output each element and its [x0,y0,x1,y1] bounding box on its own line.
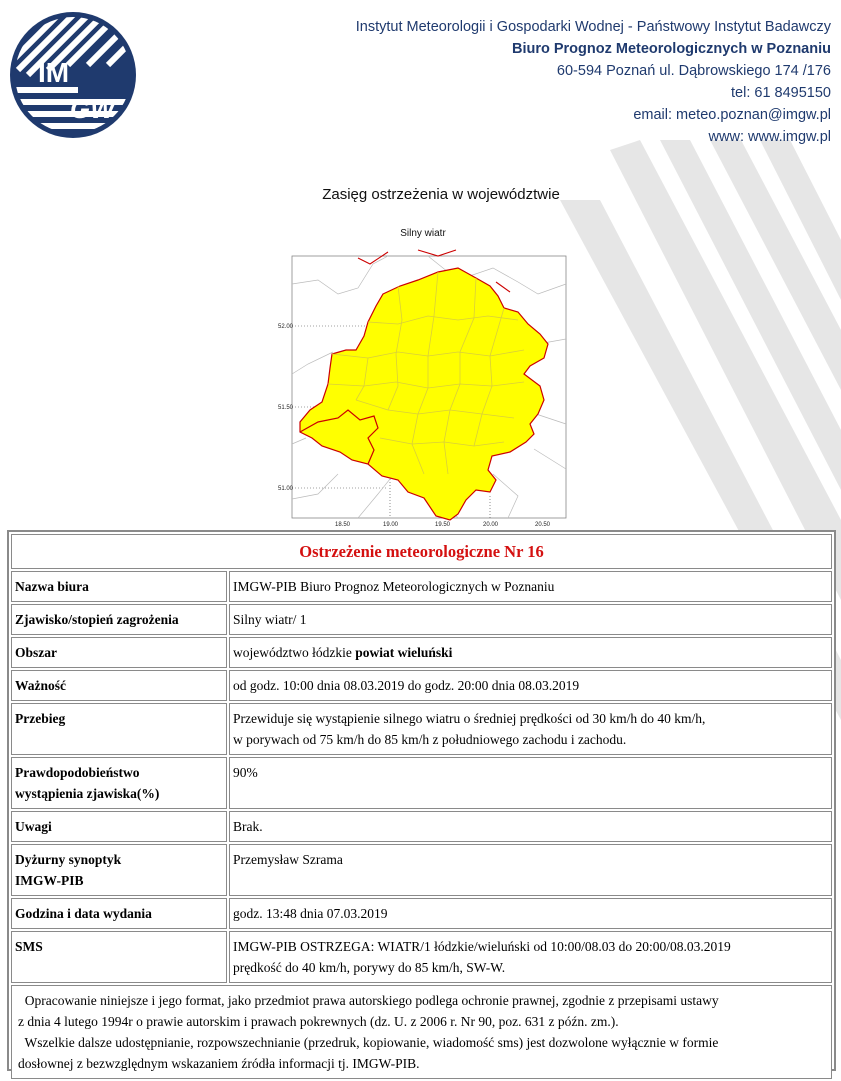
logo-text-top: IM [38,57,70,88]
course-line-2: w porywach od 75 km/h do 85 km/h z południowego zachodu i zachodu. [233,732,627,747]
copyright-line-3: Wszelkie dalsze udostępnianie, rozpowszechnianie (przedruk, kopiowanie, wiadomość sms) jest dozwolone wyłącznie w formie [18,1035,719,1050]
lon-tick-3: 19.50 [435,522,451,528]
lon-tick-5: 20.50 [535,522,551,528]
remarks-value: Brak. [229,811,832,842]
office-value: IMGW-PIB Biuro Prognoz Meteorologicznych w Poznaniu [229,571,832,602]
probability-label-line-2: wystąpienia zjawiska(%) [15,786,160,801]
issued-label: Godzina i data wydania [11,898,227,929]
copyright-line-4: dosłownej z bezwzględnym wskazaniem źródła informacji tj. IMGW-PIB. [18,1056,420,1071]
sms-value [229,931,832,983]
phenomenon-label: Zjawisko/stopień zagrożenia [11,604,227,635]
phone: tel: 61 8495150 [731,85,831,101]
copyright-notice [11,985,832,1079]
sms-line-1: IMGW-PIB OSTRZEGA: WIATR/1 łódzkie/wieluński od 10:00/08.03 do 20:00/08.03.2019 [233,939,731,954]
validity-label: Ważność [11,670,227,701]
forecaster-label [11,844,227,896]
imgw-logo [8,10,138,140]
course-value [229,703,832,755]
website-link[interactable]: www: www.imgw.pl [708,129,831,145]
probability-label-line-1: Prawdopodobieństwo [15,765,140,780]
course-line-1: Przewiduje się wystąpienie silnego wiatru o średniej prędkości od 30 km/h do 40 km/h, [233,711,706,726]
probability-label [11,757,227,809]
issued-value: godz. 13:48 dnia 07.03.2019 [229,898,832,929]
forecaster-value: Przemysław Szrama [229,844,832,896]
address: 60-594 Poznań ul. Dąbrowskiego 174 /176 [556,63,831,79]
office-name: Biuro Prognoz Meteorologicznych w Poznaniu [511,41,831,57]
lon-tick-1: 18.50 [335,522,351,528]
email-link[interactable]: email: meteo.poznan@imgw.pl [633,107,831,123]
area-county: powiat wieluński [355,645,453,660]
sms-line-2: prędkość do 40 km/h, porywy do 85 km/h, SW-W. [233,960,506,975]
warning-map [278,224,568,529]
lat-tick-1: 52.00 [278,324,294,330]
map-caption: Silny wiatr [400,228,446,239]
area-value [229,637,832,668]
validity-value: od godz. 10:00 dnia 08.03.2019 do godz. 20:00 dnia 08.03.2019 [229,670,832,701]
office-label: Nazwa biura [11,571,227,602]
area-label: Obszar [11,637,227,668]
copyright-line-2: z dnia 4 lutego 1994r o prawie autorskim i prawach pokrewnych (dz. U. z 2006 r. Nr 90, poz. 631 z późn. zm.). [18,1014,619,1029]
sms-label: SMS [11,931,227,983]
area-voivodeship: województwo łódzkie [233,645,356,660]
warning-title: Ostrzeżenie meteorologiczne Nr 16 [11,534,832,569]
probability-value: 90% [229,757,832,809]
logo-text-bottom: GW [70,94,115,124]
remarks-label: Uwagi [11,811,227,842]
map-svg [278,224,568,529]
phenomenon-value: Silny wiatr/ 1 [229,604,832,635]
lon-tick-2: 19.00 [383,522,399,528]
institution-name: Instytut Meteorologii i Gospodarki Wodnej - Państwowy Instytut Badawczy [355,19,831,35]
warning-table [7,530,836,1071]
lat-tick-3: 51.00 [278,486,294,492]
lon-tick-4: 20.00 [483,522,499,528]
lat-tick-2: 51.50 [278,405,294,411]
institution-header [356,16,831,148]
forecaster-label-line-2: IMGW-PIB [15,873,84,888]
course-label: Przebieg [11,703,227,755]
map-title: Zasięg ostrzeżenia w województwie [322,186,560,203]
copyright-line-1: Opracowanie niniejsze i jego format, jako przedmiot prawa autorskiego podlega ochronie prawnej, zgodnie z przepisami ustawy [18,993,719,1008]
forecaster-label-line-1: Dyżurny synoptyk [15,852,122,867]
